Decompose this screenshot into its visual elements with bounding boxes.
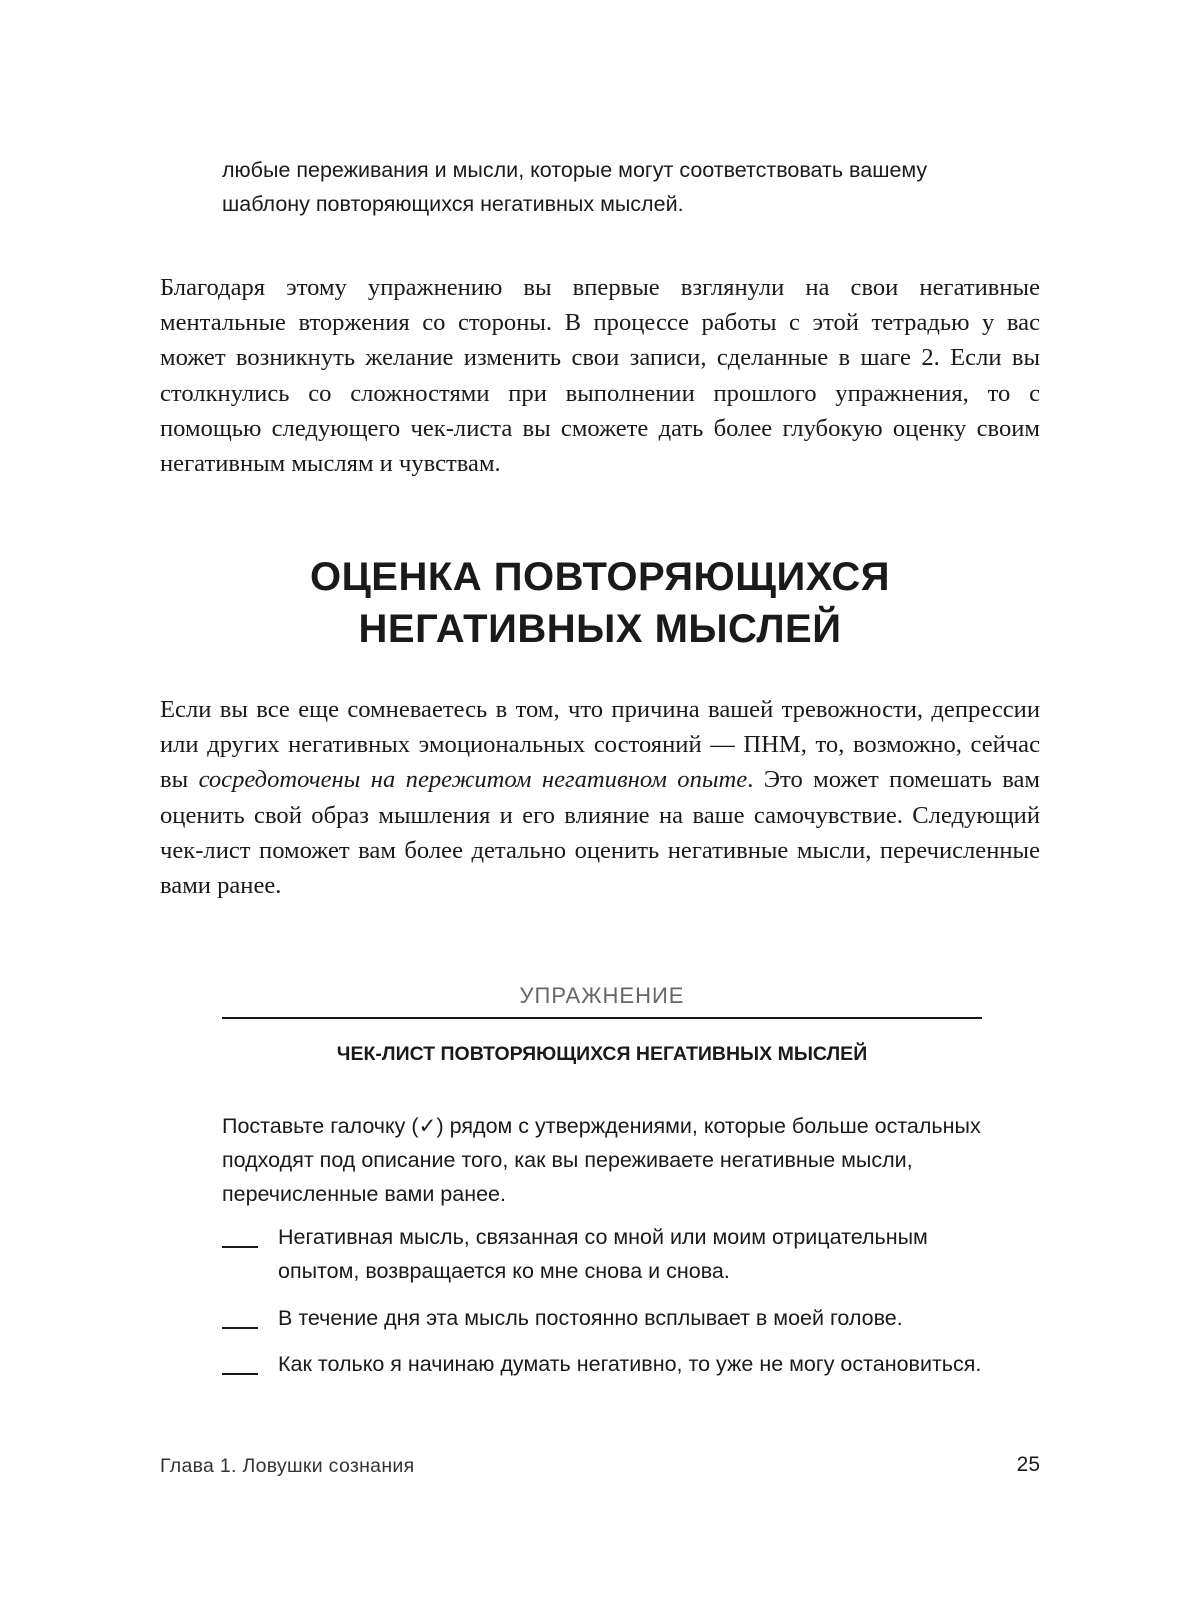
exercise-title: ЧЕК-ЛИСТ ПОВТОРЯЮЩИХСЯ НЕГАТИВНЫХ МЫСЛЕЙ [336,1043,868,1065]
checklist-item-text: Как только я начинаю думать негативно, то уже не могу остановиться. [278,1352,982,1376]
checklist-item-text: Негативная мысль, связанная со мной или моим отрицательным опытом, возвращается ко мне снова и снова. [278,1225,928,1283]
footer-chapter-title: Глава 1. Ловушки сознания [160,1455,415,1477]
page-number: 25 [1016,1453,1040,1476]
exercise-instruction: Поставьте галочку (✓) рядом с утверждениями, которые больше остальных подходят под описание того, как вы переживаете негативные мысли, перечисленные вами ранее. [222,1114,981,1206]
checklist-item [222,1347,992,1381]
checkbox-blank-line [222,1246,258,1248]
continued-text [222,153,992,221]
paragraph-2-emphasis: сосредоточены на пережитом негативном опыте [198,766,748,794]
checklist-item-text: В течение дня эта мысль постоянно всплывает в моей голове. [278,1306,903,1330]
paragraph-2-text-end: . Это может помешать вам оценить свой образ мышления и его влияние на ваше самочувствие. Следующий чек-лист поможет вам более детально оценить негативные мысли, перечисленные вами ранее. [160,766,1040,900]
checklist-item [222,1220,992,1288]
checklist-item [222,1301,992,1335]
section-heading-line-2: НЕГАТИВНЫХ МЫСЛЕЙ [358,607,842,651]
paragraph-2-text-start: Если вы все еще сомневаетесь в том, что причина вашей тревожности, депрессии или других негативных эмоциональных состояний — ПНМ, то, возможно, сейчас вы [160,696,1040,794]
body-paragraph-2 [160,692,1040,903]
checkbox-blank-line [222,1373,258,1375]
body-paragraph-1: Благодаря этому упражнению вы впервые взглянули на свои негативные ментальные вторжения со стороны. В процессе работы с этой тетрадью у вас может возникнуть желание изменить свои записи, сделанные в шаге 2. Если вы столкнулись со сложностями при выполнении прошлого упражнения, то с помощью следующего чек-листа вы сможете дать более глубокую оценку своим негативным мыслям и чувствам. [160,274,1040,478]
section-heading-line-1: ОЦЕНКА ПОВТОРЯЮЩИХСЯ [309,555,891,599]
exercise-label: УПРАЖНЕНИЕ [519,983,685,1008]
continued-text-line-1: любые переживания и мысли, которые могут соответствовать вашему [222,158,928,182]
checkbox-blank-line [222,1327,258,1329]
continued-text-line-2: шаблону повторяющихся негативных мыслей. [222,192,684,216]
exercise-divider [222,1017,982,1019]
section-heading [160,551,1040,655]
